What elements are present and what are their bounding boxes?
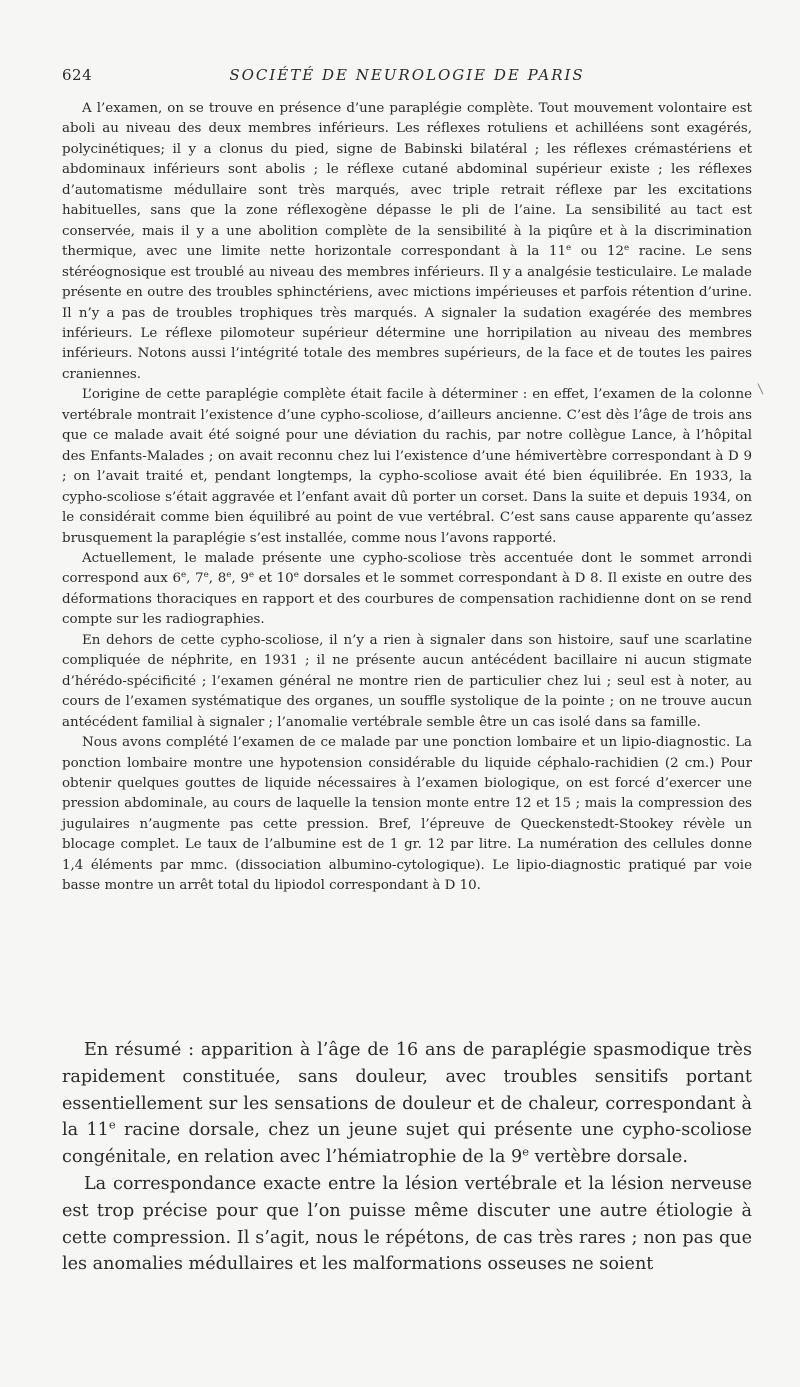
body-text-large [62,1037,752,1278]
body-text-small [62,99,752,897]
running-title: SOCIÉTÉ DE NEUROLOGIE DE PARIS [229,66,585,84]
paragraph-discussion: La correspondance exacte entre la lésion vertébrale et la lésion nerveuse est trop précise pour que l’on puisse même discuter une autre étiologie à cette compression. Il s’agit, nous le répétons, de cas très rares ; non pas que les anomalies médullaires et les malformations osseuses ne soient [62,1173,752,1275]
paragraph-summary: En résumé : apparition à l’âge de 16 ans de paraplégie spasmodique très rapidement constituée, sans douleur, avec troubles sensitifs portant essentiellement sur les sensations de douleur et de chaleur, correspondant à la 11e racine dorsale, chez un jeune sujet qui présente une cypho-scoliose congénitale, en relation avec l’hémiatrophie de la 9e vertèbre dorsale. [62,1040,752,1168]
paragraph-origin: L’origine de cette paraplégie complète était facile à déterminer : en effet, l’examen de la colonne vertébrale montrait l’existence d’une cypho-scoliose, d’ailleurs ancienne. C’est dès l’âge de trois ans que ce malade avait été soigné pour une déviation du rachis, par notre collègue Lance, à l’hôpital des Enfants-Malades ; on avait reconnu chez lui l’existence d’une hémivertèbre correspondant à D 9 ; on l’avait traité et, pendant longtemps, la cypho-scoliose avait été bien équilibrée. En 1933, la cypho-scoliose s’était aggravée et l’enfant avait dû porter un corset. Dans la suite et depuis 1934, on le considérait comme bien équilibré au point de vue vertébral. C’est sans cause apparente qu’assez brusquement la paraplégie s’est installée, comme nous l’avons rapporté. [62,387,752,546]
paragraph-lumbar-puncture: Nous avons complété l’examen de ce malade par une ponction lombaire et un lipio-diagnostic. La ponction lombaire montre une hypotension considérable du liquide céphalo-rachidien (2 cm.) Pour obtenir quelques gouttes de liquide nécessaires à l’examen biologique, on est forcé d’exercer une pression abdominale, au cours de laquelle la tension monte entre 12 et 15 ; mais la compression des jugulaires n’augmente pas cette pression. Bref, l’épreuve de Queckenstedt-Stookey révèle un blocage complet. Le taux de l’albumine est de 1 gr. 12 par litre. La numération des cellules donne 1,4 éléments par mmc. (dissociation albumino-cytologique). Le lipio-diagnostic pratiqué par voie basse montre un arrêt total du lipiodol correspondant à D 10. [62,735,752,894]
page-header [62,66,752,90]
paragraph-history: En dehors de cette cypho-scoliose, il n’y a rien à signaler dans son histoire, sauf une scarlatine compliquée de néphrite, en 1931 ; il ne présente aucun antécédent bacillaire ni aucun stigmate d’hérédo-spécificité ; l’examen général ne montre rien de particulier chez lui ; seul est à noter, au cours de l’examen systématique des organes, un souffle systolique de la pointe ; on ne trouve aucun antécédent familial à signaler ; l’anomalie vertébrale semble être un cas isolé dans sa famille. [62,632,752,730]
paragraph-current-state: Actuellement, le malade présente une cypho-scoliose très accentuée dont le sommet arrondi correspond aux 6e, 7e, 8e, 9e et 10e dorsales et le sommet correspondant à D 8. Il existe en outre des déformations thoraciques en rapport et des courbures de compensation rachidienne dont on se rend compte sur les radiographies. [62,550,752,628]
margin-mark [758,383,764,394]
page-number: 624 [62,66,93,84]
paragraph-examination: A l’examen, on se trouve en présence d’une paraplégie complète. Tout mouvement volontaire est aboli au niveau des deux membres inférieurs. Les réflexes rotuliens et achilléens sont exagérés, polycinétiques; il y a clonus du pied, signe de Babinski bilatéral ; les réflexes crémastériens et abdominaux inférieurs sont abolis ; le réflexe cutané abdominal supérieur existe ; les réflexes d’automatisme médullaire sont très marqués, avec triple retrait réflexe par les excitations habituelles, sans que la zone réflexogène dépasse le pli de l’aine. La sensibilité au tact est conservée, mais il y a une abolition complète de la sensibilité à la piqûre et à la discrimination thermique, avec une limite nette horizontale correspondant à la 11e ou 12e racine. Le sens stéréognosique est troublé au niveau des membres inférieurs. Il y a analgésie testiculaire. Le malade présente en outre des troubles sphinctériens, avec mictions impérieuses et parfois rétention d’urine. Il n’y a pas de troubles trophiques très marqués. A signaler la sudation exagérée des membres inférieurs. Le réflexe pilomoteur supérieur détermine une horripilation au niveau des membres inférieurs. Notons aussi l’intégrité totale des membres supérieurs, de la face et de toutes les paires craniennes. [62,101,752,382]
